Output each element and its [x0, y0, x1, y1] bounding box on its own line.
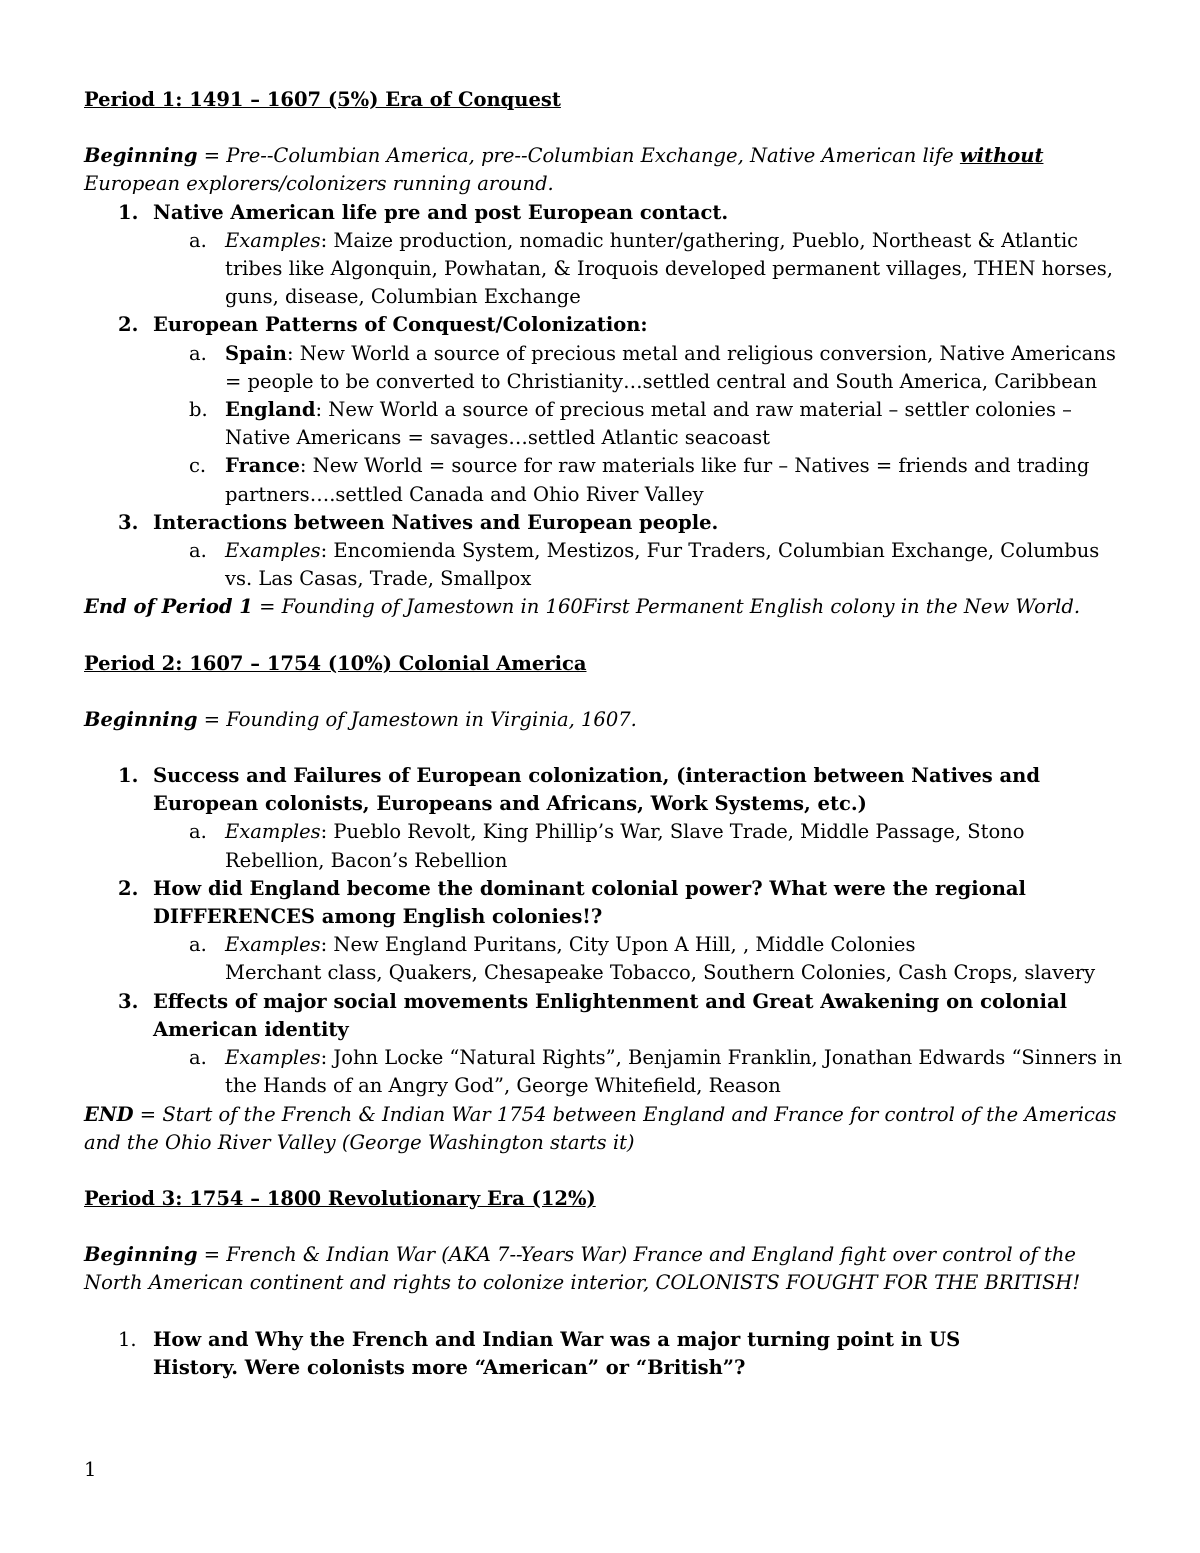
period-1-item-3-sub-a: a. Examples: Encomienda System, Mestizos, Fur Traders, Columbian Exchange, Columbus vs. Las Casas, Trade, Smallpox [189, 539, 1100, 591]
period-2-beginning: Beginning = Founding of Jamestown in Virginia, 1607. [84, 707, 637, 731]
period-2-end: END = Start of the French & Indian War 1754 between England and France for control of the Americas and the Ohio River Valley (George Washington starts it) [84, 1102, 1117, 1154]
period-1-item-2-sub-a: a. Spain: New World a source of precious metal and religious conversion, Native Americans = people to be converted to Christianity…settled central and South America, Caribbean [189, 341, 1116, 393]
period-1-beginning: Beginning = Pre-‐Columbian America, pre-‐Columbian Exchange, Native American life without European explorers/colonizers running around. [84, 144, 1044, 196]
period-2-item-1: 1. Success and Failures of European colonization, (interaction between Natives and European colonists, Europeans and Africans, Work Systems, etc.) [118, 764, 1040, 816]
period-2-item-3: 3. Effects of major social movements Enlightenment and Great Awakening on colonial American identity [118, 989, 1067, 1041]
period-1-item-1-sub-a: a. Examples: Maize production, nomadic hunter/gathering, Pueblo, Northeast & Atlantic tribes like Algonquin, Powhatan, & Iroquois developed permanent villages, THEN horses, guns, disease, Columbian Exchange [189, 228, 1113, 309]
period-1-item-1: 1. Native American life pre and post European contact. [118, 200, 729, 224]
document-body [84, 86, 1124, 1382]
period-3-item-1: 1. How and Why the French and Indian War was a major turning point in US History. Were colonists more “American” or “British”? [118, 1327, 961, 1379]
period-2-heading: Period 2: 1607 – 1754 (10%) Colonial America [84, 651, 587, 675]
period-1-item-2: 2. European Patterns of Conquest/Colonization: [118, 313, 648, 337]
period-2-item-2-sub-a: a. Examples: New England Puritans, City Upon A Hill, , Middle Colonies Merchant class, Quakers, Chesapeake Tobacco, Southern Colonies, Cash Crops, slavery [189, 933, 1096, 985]
period-2-item-1-sub-a: a. Examples: Pueblo Revolt, King Phillip’s War, Slave Trade, Middle Passage, Stono Rebellion, Bacon’s Rebellion [189, 820, 1025, 872]
period-3-heading: Period 3: 1754 – 1800 Revolutionary Era (12%) [84, 1186, 596, 1210]
period-3-beginning: Beginning = French & Indian War (AKA 7-‐Years War) France and England fight over control of the North American continent and rights to colonize interior, COLONISTS FOUGHT FOR THE BRITISH! [84, 1243, 1081, 1295]
period-2-item-2: 2. How did England become the dominant colonial power? What were the regional DIFFERENCES among English colonies!? [118, 876, 1026, 929]
period-2-item-3-sub-a: a. Examples: John Locke “Natural Rights”, Benjamin Franklin, Jonathan Edwards “Sinners in the Hands of an Angry God”, George Whitefield, Reason [189, 1046, 1123, 1098]
period-1-heading: Period 1: 1491 – 1607 (5%) Era of Conquest [84, 88, 561, 111]
period-1-item-2-sub-c: c. France: New World = source for raw materials like fur – Natives = friends and trading partners….settled Canada and Ohio River Valley [189, 454, 1090, 506]
period-1-item-3: 3. Interactions between Natives and European people. [118, 510, 719, 534]
page-number: 1 [84, 1458, 97, 1481]
period-1-end: End of Period 1 = Founding of Jamestown in 160First Permanent English colony in the New World. [84, 595, 1081, 619]
period-1-item-2-sub-b: b. England: New World a source of precious metal and raw material – settler colonies – Native Americans = savages…settled Atlantic seacoast [189, 398, 1072, 450]
